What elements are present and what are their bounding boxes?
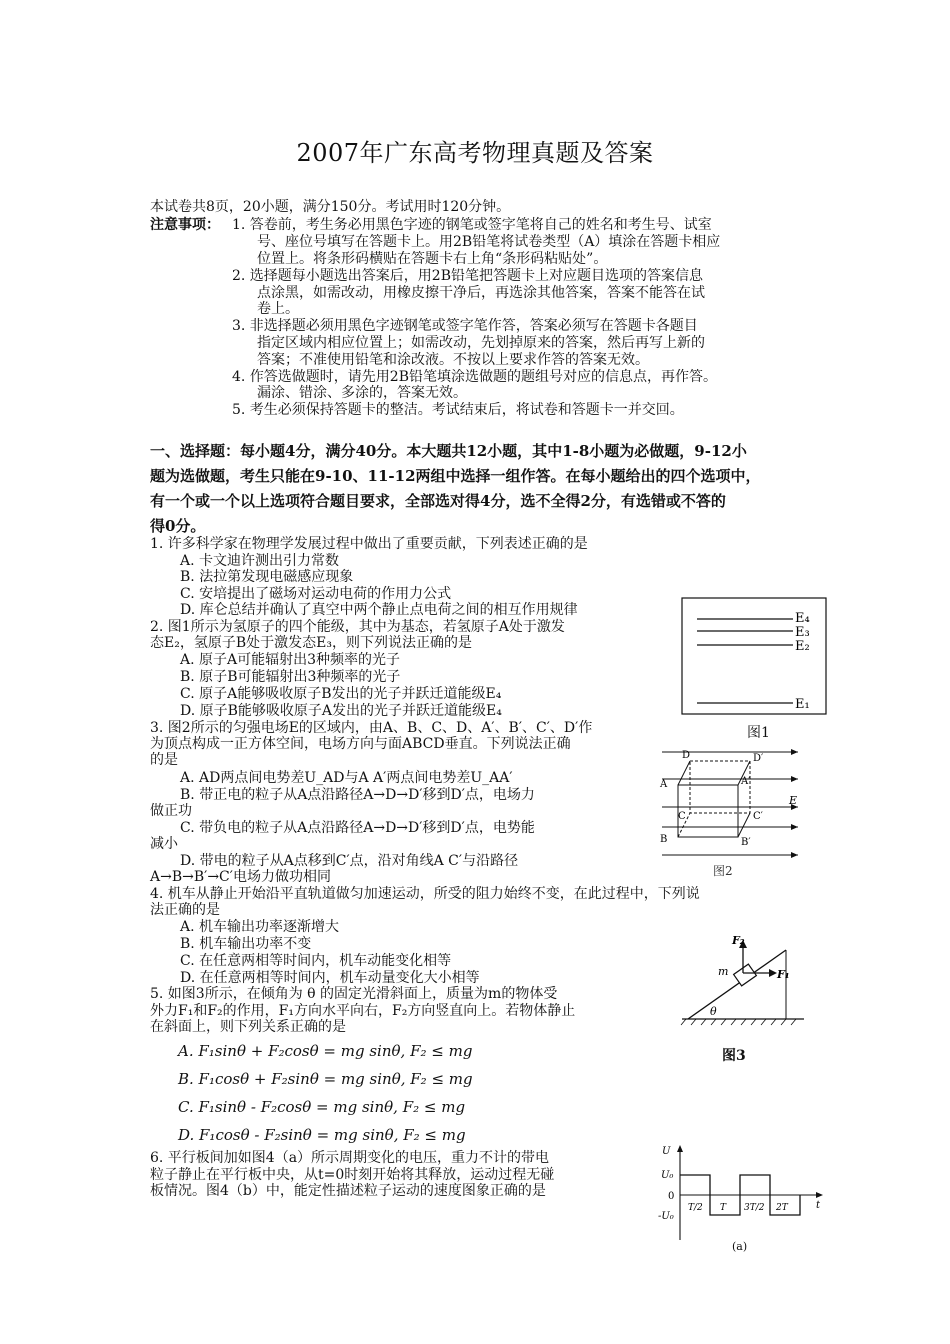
- t-3half-label: 3T/2: [744, 1203, 765, 1213]
- q3-option-a: A. AD两点间电势差U_AD与A A′两点间电势差U_AA′: [180, 770, 513, 786]
- block: [734, 964, 757, 986]
- q1-option-c: C. 安培提出了磁场对运动电荷的作用力公式: [180, 586, 452, 602]
- notice-label: 注意事项：: [150, 217, 220, 233]
- vertex-label-a: A: [660, 779, 668, 790]
- notice-line: 5. 考生必须保持答题卡的整洁。考试结束后，将试卷和答题卡一并交回。: [232, 402, 684, 418]
- q5-option-b: B. F₁cosθ + F₂sinθ = mg sinθ, F₂ ≤ mg: [178, 1070, 473, 1088]
- cube-back-face: [690, 761, 750, 813]
- question-5-stem: 在斜面上，则下列关系正确的是: [150, 1019, 346, 1035]
- incline-diagram: [678, 928, 808, 1028]
- q1-option-d: D. 库仑总结并确认了真空中两个静止点电荷之间的相互作用规律: [180, 602, 578, 618]
- q1-option-a: A. 卡文迪许测出引力常数: [180, 553, 340, 569]
- question-4-stem: 法正确的是: [150, 902, 220, 918]
- u-axis-label: U: [662, 1146, 671, 1157]
- notice-line: 漏涂、错涂、多涂的，答案无效。: [257, 385, 467, 401]
- question-2-stem: 态E₂，氢原子B处于激发态E₃，则下列说法正确的是: [150, 635, 472, 651]
- field-label-e: E: [789, 794, 798, 807]
- question-4-stem: 4. 机车从静止开始沿平直轨道做匀加速运动，所受的阻力始终不变，在此过程中，下列说: [150, 886, 700, 902]
- q5-option-c: C. F₁sinθ - F₂cosθ = mg sinθ, F₂ ≤ mg: [178, 1098, 466, 1116]
- q3-option-c: C. 带负电的粒子从A点沿路径A→D→D′移到D′点，电势能: [180, 820, 535, 836]
- question-1-stem: 1. 许多科学家在物理学发展过程中做出了重要贡献，下列表述正确的是: [150, 536, 588, 552]
- q2-option-a: A. 原子A可能辐射出3种频率的光子: [180, 652, 401, 668]
- time-axis-label: t: [816, 1200, 821, 1211]
- vertex-label-b-prime: B′: [741, 837, 751, 848]
- question-6-line: 板情况。图4（b）中，能定性描述粒子运动的速度图象正确的是: [150, 1183, 546, 1199]
- section-heading-line: 一、选择题：每小题4分，满分40分。本大题共12小题，其中1-8小题为必做题，9-12小: [150, 442, 747, 460]
- cube-edge: [678, 761, 690, 785]
- notice-line: 4. 作答选做题时，请先用2B铅笔填涂选做题的题组号对应的信息点，再作答。: [232, 369, 718, 385]
- notice-line: 1. 答卷前，考生务必用黑色字迹的钢笔或签字笔将自己的姓名和考生号、试室: [232, 217, 712, 233]
- vertex-label-b: B: [660, 834, 668, 845]
- question-5-stem: 5. 如图3所示，在倾角为 θ 的固定光滑斜面上，质量为m的物体受: [150, 986, 558, 1002]
- force-f1-label: F₁: [777, 968, 790, 981]
- voltage-waveform-diagram: [658, 1142, 826, 1252]
- neg-u0-label: -U₀: [658, 1211, 674, 1222]
- t-2-label: 2T: [776, 1203, 788, 1213]
- incline-surface: [688, 950, 786, 1019]
- q5-option-d: D. F₁cosθ - F₂sinθ = mg sinθ, F₂ ≤ mg: [178, 1126, 466, 1144]
- field-arrow: [791, 852, 798, 858]
- energy-level-diagram: [681, 597, 827, 715]
- angle-label: θ: [710, 1005, 717, 1018]
- notice-line: 号、座位号填写在答题卡上。用2B铅笔将试卷类型（A）填涂在答题卡相应: [257, 234, 721, 250]
- intro-text: 本试卷共8页，20小题，满分150分。考试用时120分钟。: [150, 199, 511, 215]
- question-3-line: 的是: [150, 752, 178, 768]
- q4-option-b: B. 机车输出功率不变: [180, 936, 312, 952]
- q4-option-a: A. 机车输出功率逐渐增大: [180, 919, 340, 935]
- vertex-label-c-prime: C′: [753, 811, 763, 822]
- vertex-label-d-prime: D′: [753, 753, 764, 764]
- question-3-line: 为顶点构成一正方体空间，电场方向与面ABCD垂直。下列说法正确: [150, 736, 571, 752]
- page-title: 2007年广东高考物理真题及答案: [296, 139, 654, 167]
- question-5-stem: 外力F₁和F₂的作用，F₁方向水平向右，F₂方向竖直向上。若物体静止: [150, 1003, 576, 1019]
- field-arrow: [791, 776, 798, 782]
- u0-label: U₀: [661, 1170, 674, 1181]
- origin-label: 0: [668, 1191, 675, 1202]
- question-6-line: 粒子静止在平行板中央，从t=0时刻开始将其释放，运动过程无碰: [150, 1167, 555, 1183]
- figure-1-caption: 图1: [747, 725, 770, 741]
- level-e4-label: E₄: [795, 611, 810, 626]
- notice-line: 指定区域内相应位置上；如需改动，先划掉原来的答案，然后再写上新的: [257, 335, 705, 351]
- figure-2-caption: 图2: [713, 864, 733, 878]
- q2-option-b: B. 原子B可能辐射出3种频率的光子: [180, 669, 401, 685]
- notice-line: 3. 非选择题必须用黑色字迹钢笔或签字笔作答，答案必须写在答题卡各题目: [232, 318, 698, 334]
- q4-option-d: D. 在任意两相等时间内，机车动量变化大小相等: [180, 970, 480, 986]
- u-axis-arrow: [677, 1145, 683, 1152]
- cube-field-diagram: [650, 737, 805, 877]
- level-e1-label: E₁: [795, 697, 810, 712]
- section-heading-line: 题为选做题，考生只能在9-10、11-12两组中选择一组作答。在每小题给出的四个选项中，: [150, 467, 761, 485]
- q4-option-c: C. 在任意两相等时间内，机车动能变化相等: [180, 953, 452, 969]
- q2-option-d: D. 原子B能够吸收原子A发出的光子并跃迁道能级E₄: [180, 703, 502, 719]
- q3-option-c-cont: 减小: [150, 836, 178, 852]
- q3-option-b-cont: 做正功: [150, 803, 192, 819]
- question-3-line: 3. 图2所示的匀强电场E的区域内，由A、B、C、D、A′、B′、C′、D′作: [150, 720, 593, 736]
- level-e2-label: E₂: [795, 639, 810, 654]
- notice-line: 答案；不准使用铅笔和涂改液。不按以上要求作答的答案无效。: [257, 352, 649, 368]
- q3-option-d: D. 带电的粒子从A点移到C′点，沿对角线A C′与沿路径: [180, 853, 519, 869]
- t-axis-arrow: [816, 1192, 823, 1198]
- field-arrow: [791, 824, 798, 830]
- question-6-line: 6. 平行板间加如图4（a）所示周期变化的电压，重力不计的带电: [150, 1150, 550, 1166]
- question-2-stem: 2. 图1所示为氢原子的四个能级，其中为基态，若氢原子A处于激发: [150, 619, 565, 635]
- cube-front-face: [678, 785, 738, 837]
- mass-label: m: [718, 965, 729, 978]
- force-f2-label: F₂: [732, 934, 745, 947]
- notice-line: 点涂黑，如需改动，用橡皮擦干净后，再选涂其他答案，答案不能答在试: [257, 285, 705, 301]
- notice-line: 卷上。: [257, 301, 299, 317]
- t-half-label: T/2: [688, 1203, 703, 1213]
- section-heading-line: 有一个或一个以上选项符合题目要求，全部选对得4分，选不全得2分，有选错或不答的: [150, 492, 726, 510]
- q5-option-a: A. F₁sinθ + F₂cosθ = mg sinθ, F₂ ≤ mg: [178, 1042, 473, 1060]
- q3-option-d-cont: A→B→B′→C′电场力做功相同: [150, 869, 331, 885]
- cube-edge: [738, 813, 750, 837]
- notice-line: 2. 选择题每小题选出答案后，用2B铅笔把答题卡上对应题目选项的答案信息: [232, 268, 704, 284]
- q2-option-c: C. 原子A能够吸收原子B发出的光子并跃迁道能级E₄: [180, 686, 502, 702]
- section-heading-line: 得0分。: [150, 517, 206, 535]
- figure-3-caption: 图3: [722, 1048, 746, 1064]
- q3-option-b: B. 带正电的粒子从A点沿路径A→D→D′移到D′点，电场力: [180, 787, 535, 803]
- notice-line: 位置上。将条形码横贴在答题卡右上角“条形码粘贴处”。: [257, 251, 608, 267]
- vertex-label-d: D: [682, 750, 691, 761]
- figure-4a-caption: (a): [732, 1240, 748, 1253]
- t-label: T: [720, 1203, 727, 1213]
- force-f1-head: [769, 969, 777, 977]
- vertex-label-a-prime: A′: [741, 776, 751, 787]
- level-e3-label: E₃: [795, 625, 810, 640]
- vertex-label-c: C: [678, 811, 686, 822]
- field-arrow: [791, 749, 798, 755]
- q1-option-b: B. 法拉第发现电磁感应现象: [180, 569, 354, 585]
